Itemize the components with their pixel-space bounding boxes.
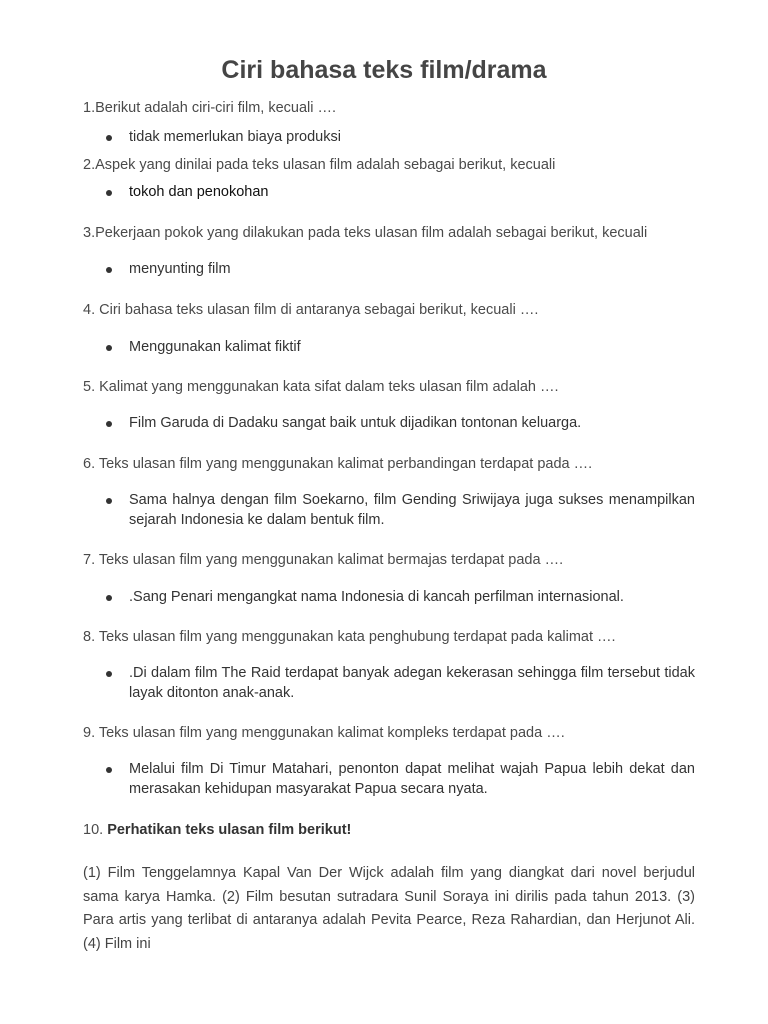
answer-4: Menggunakan kalimat fiktif (129, 339, 301, 355)
answer-8: .Di dalam film The Raid terdapat banyak adegan kekerasan sehingga film tersebut tidak layak ditonton anak-anak. (129, 665, 695, 701)
question-3: 3.Pekerjaan pokok yang dilakukan pada teks ulasan film adalah sebagai berikut, kecuali (83, 225, 648, 241)
question-10-heading: Perhatikan teks ulasan film berikut! (107, 822, 352, 838)
bullet-icon (106, 767, 112, 773)
answer-6: Sama halnya dengan film Soekarno, film Gending Sriwijaya juga sukses menampilkan sejarah Indonesia ke dalam bentuk film. (129, 492, 695, 528)
question-2: 2.Aspek yang dinilai pada teks ulasan film adalah sebagai berikut, kecuali (83, 157, 556, 173)
bullet-icon (106, 267, 112, 273)
question-5: 5. Kalimat yang menggunakan kata sifat dalam teks ulasan film adalah …. (83, 379, 559, 395)
bullet-icon (106, 345, 112, 351)
answer-5: Film Garuda di Dadaku sangat baik untuk dijadikan tontonan keluarga. (129, 415, 582, 431)
bullet-icon (106, 595, 112, 601)
question-1: 1.Berikut adalah ciri-ciri film, kecuali …. (83, 100, 337, 116)
bullet-icon (106, 498, 112, 504)
question-10-number: 10. (83, 822, 108, 838)
answer-7: .Sang Penari mengangkat nama Indonesia di kancah perfilman internasional. (129, 589, 624, 605)
question-8: 8. Teks ulasan film yang menggunakan kata penghubung terdapat pada kalimat …. (83, 629, 616, 645)
page-title: Ciri bahasa teks film/drama (221, 56, 547, 84)
question-9: 9. Teks ulasan film yang menggunakan kalimat kompleks terdapat pada …. (83, 725, 565, 741)
bullet-icon (106, 421, 112, 427)
answer-2: tokoh dan penokohan (129, 184, 269, 200)
question-7: 7. Teks ulasan film yang menggunakan kalimat bermajas terdapat pada …. (83, 552, 564, 568)
bullet-icon (106, 135, 112, 141)
answer-3: menyunting film (129, 261, 231, 277)
question-4: 4. Ciri bahasa teks ulasan film di antaranya sebagai berikut, kecuali …. (83, 302, 539, 318)
review-paragraph: (1) Film Tenggelamnya Kapal Van Der Wijck adalah film yang diangkat dari novel berjudul sama karya Hamka. (2) Film besutan sutradara Sunil Soraya ini dirilis pada tahun 2013. (3) Para artis yang terlibat di antaranya adalah Pevita Pearce, Reza Rahardian, dan Herjunot Ali. (4) Film ini (83, 865, 695, 952)
bullet-icon (106, 190, 112, 196)
question-6: 6. Teks ulasan film yang menggunakan kalimat perbandingan terdapat pada …. (83, 456, 593, 472)
bullet-icon (106, 671, 112, 677)
question-10 (83, 821, 695, 840)
answer-1: tidak memerlukan biaya produksi (129, 129, 341, 145)
answer-9: Melalui film Di Timur Matahari, penonton dapat melihat wajah Papua lebih dekat dan merasakan kehidupan masyarakat Papua secara nyata. (129, 761, 695, 797)
